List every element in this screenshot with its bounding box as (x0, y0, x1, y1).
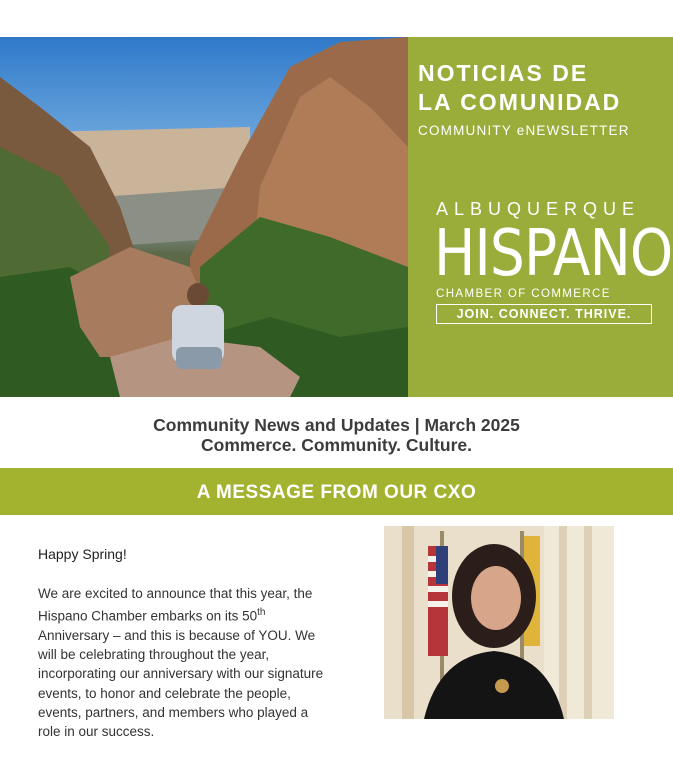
logo-name: HISPANO (434, 217, 673, 291)
hero-photo (0, 37, 408, 397)
cxo-portrait (384, 526, 614, 719)
message-superscript: th (257, 607, 266, 619)
newsletter-title-panel (408, 37, 673, 397)
newsletter-subtitle: COMMUNITY eNEWSLETTER (418, 123, 630, 138)
hero-banner (0, 37, 673, 397)
top-whitespace (0, 0, 673, 37)
logo-tagline: JOIN. CONNECT. THRIVE. (436, 304, 652, 324)
newsletter-title: NOTICIAS DE LA COMUNIDAD (418, 60, 622, 115)
message-text-1: We are excited to announce that this year, the Hispano Chamber embarks on its 50 (38, 586, 313, 624)
message-body (38, 584, 328, 741)
newsletter-headline (0, 415, 673, 455)
message-text-2: Anniversary – and this is because of YOU. We will be celebrating throughout the year, incorporating our anniversary with our signature events, to honor and celebrate the people, events, partners, and members who played a role in our success. (38, 627, 324, 739)
headline-date: Community News and Updates | March 2025 (153, 415, 520, 435)
logo-city: ALBUQUERQUE (436, 199, 641, 219)
logo-org: CHAMBER OF COMMERCE (436, 288, 611, 300)
section-banner: A MESSAGE FROM OUR CXO (0, 468, 673, 515)
message-greeting: Happy Spring! (38, 546, 127, 562)
headline-motto: Commerce. Community. Culture. (201, 435, 472, 455)
